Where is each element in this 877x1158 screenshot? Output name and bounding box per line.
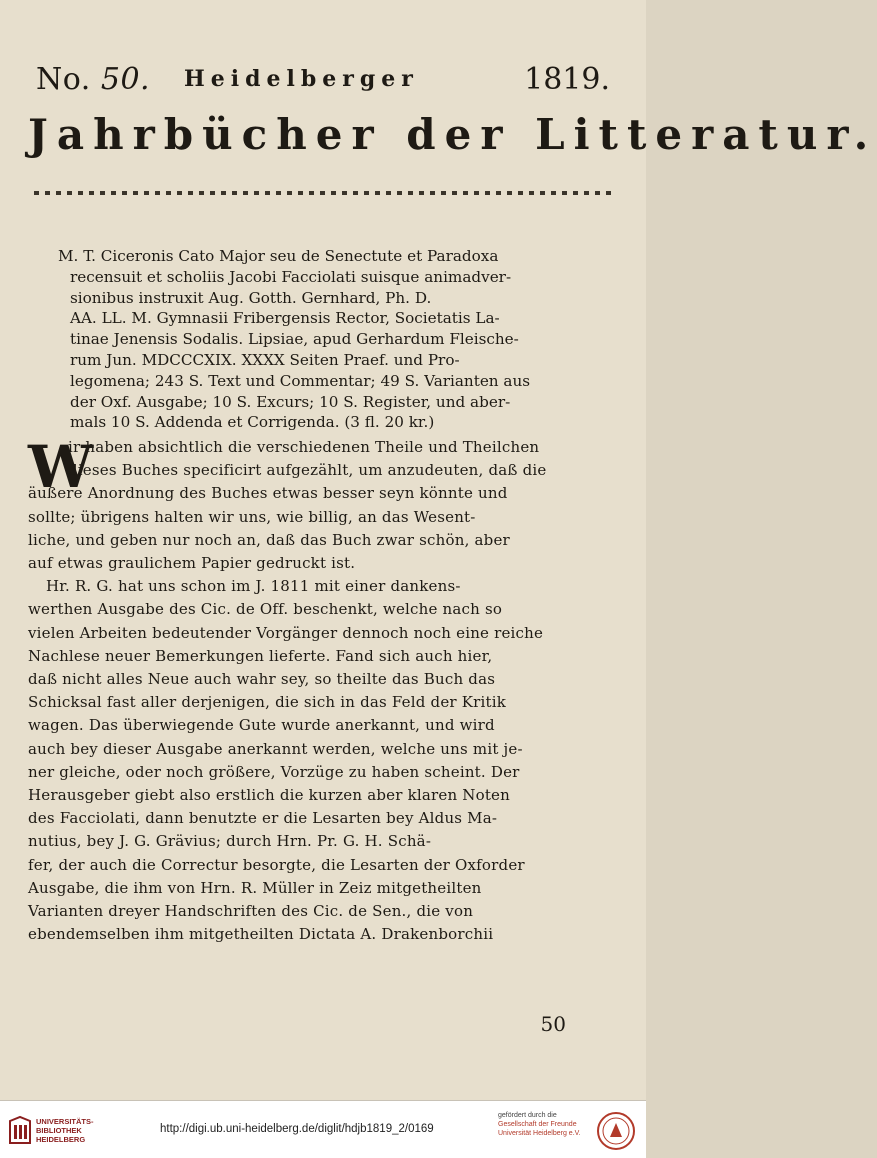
body-line: sollte; übrigens halten wir uns, wie billig, an das Wesent- (28, 507, 476, 526)
body-line: Ausgabe, die ihm von Hrn. R. Müller in Zeiz mitgetheilten (28, 878, 482, 897)
biblio-line: M. T. Ciceronis Cato Major seu de Senectute et Paradoxa (58, 247, 499, 265)
sponsor-name: Gesellschaft der Freunde (498, 1121, 577, 1128)
library-name (36, 1117, 94, 1144)
body-line: auch bey dieser Ausgabe anerkannt werden, welche uns mit je- (28, 739, 523, 758)
body-line: ir haben absichtlich die verschiedenen Theile und Theilchen (68, 438, 540, 456)
biblio-line: AA. LL. M. Gymnasii Fribergensis Rector, Societatis La- (70, 309, 500, 328)
issue-value: 50. (100, 62, 151, 97)
biblio-line: legomena; 243 S. Text und Commentar; 49 S. Varianten aus (70, 371, 531, 390)
body-line: auf etwas graulichem Papier gedruckt ist. (28, 554, 356, 573)
body-line: ner gleiche, oder noch größere, Vorzüge zu haben scheint. Der (28, 762, 520, 781)
biblio-line: sionibus instruxit Aug. Gotth. Gernhard, Ph. D. (70, 288, 432, 307)
body-line: liche, und geben nur noch an, daß das Buch zwar schön, aber (28, 530, 510, 549)
body-line: daß nicht alles Neue auch wahr sey, so theilte das Buch das (28, 670, 496, 689)
library-line: HEIDELBERG (36, 1135, 86, 1144)
library-line: UNIVERSITÄTS- (36, 1117, 94, 1126)
body-line: wagen. Das überwiegende Gute wurde anerkannt, und wird (28, 716, 495, 735)
library-line: BIBLIOTHEK (36, 1126, 82, 1135)
library-logo-icon (8, 1115, 32, 1145)
permalink-url[interactable]: http://digi.ub.uni-heidelberg.de/diglit/hdjb1819_2/0169 (160, 1123, 434, 1135)
sponsor-name: Universität Heidelberg e.V. (498, 1130, 581, 1137)
journal-name-small: Heidelberger (184, 66, 419, 92)
body-line: des Facciolati, dann benutzte er die Lesarten bey Aldus Ma- (28, 809, 498, 828)
body-line: Nachlese neuer Bemerkungen lieferte. Fand sich auch hier, (28, 646, 493, 665)
ornamental-divider (34, 188, 614, 198)
body-text (28, 433, 604, 946)
journal-title: Jahrbücher der Litteratur. (28, 110, 877, 159)
body-line: Hr. R. G. hat uns schon im J. 1811 mit einer dankens- (46, 577, 461, 596)
biblio-line: tinae Jenensis Sodalis. Lipsiae, apud Gerhardum Fleische- (70, 330, 519, 349)
page-header (36, 62, 610, 102)
issue-number (36, 62, 150, 97)
biblio-line: der Oxf. Ausgabe; 10 S. Excurs; 10 S. Register, und aber- (70, 392, 511, 411)
year: 1819. (524, 62, 610, 97)
sponsor-credit (498, 1111, 592, 1138)
bibliographic-entry (58, 246, 602, 433)
biblio-line: recensuit et scholiis Jacobi Facciolati suisque animadver- (70, 267, 512, 286)
sponsor-line: gefördert durch die (498, 1112, 557, 1119)
body-line: Varianten dreyer Handschriften des Cic. de Sen., die von (28, 902, 474, 921)
issue-label: No. (36, 62, 91, 97)
body-line: ebendemselben ihm mitgetheilten Dictata A. Drakenborchii (28, 925, 494, 944)
biblio-line: mals 10 S. Addenda et Corrigenda. (3 fl. 20 kr.) (70, 413, 435, 432)
body-line: Herausgeber giebt also erstlich die kurzen aber klaren Noten (28, 786, 510, 805)
body-line: werthen Ausgabe des Cic. de Off. beschenkt, welche nach so (28, 600, 503, 619)
university-seal-icon (596, 1111, 636, 1151)
body-line: Schicksal fast aller derjenigen, die sich in das Feld der Kritik (28, 693, 507, 712)
body-line: dieses Buches specificirt aufgezählt, um anzudeuten, daß die (68, 461, 547, 480)
drop-cap: W (28, 433, 94, 501)
page-number: 50 (540, 1012, 566, 1036)
body-line: vielen Arbeiten bedeutender Vorgänger dennoch noch eine reiche (28, 623, 544, 642)
body-line: äußere Anordnung des Buches etwas besser seyn könnte und (28, 484, 508, 503)
viewer-footer (0, 1100, 646, 1158)
biblio-line: rum Jun. MDCCCXIX. XXXX Seiten Praef. und Pro- (70, 350, 460, 369)
body-line: fer, der auch die Correctur besorgte, die Lesarten der Oxforder (28, 855, 525, 874)
body-line: nutius, bey J. G. Grävius; durch Hrn. Pr. G. H. Schä- (28, 832, 432, 851)
